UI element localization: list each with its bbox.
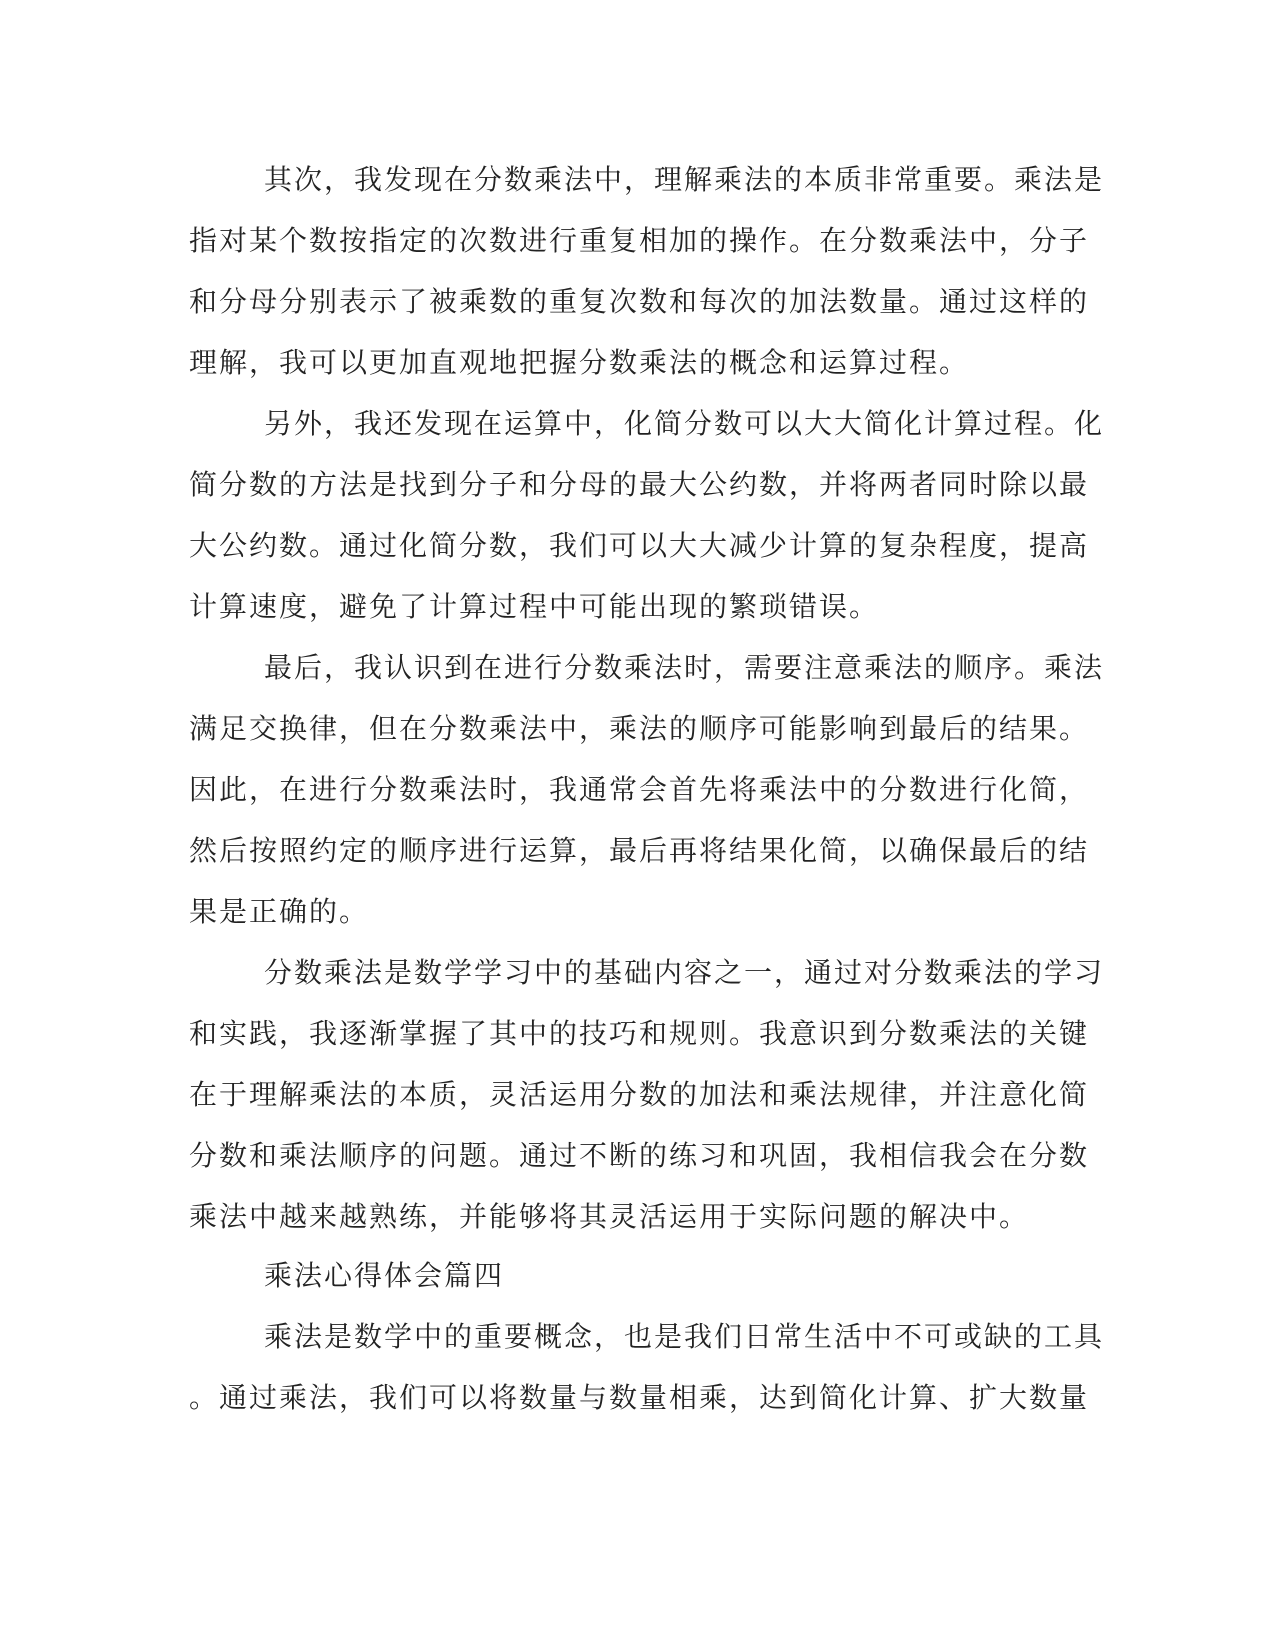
paragraph-line: 乘法是数学中的重要概念，也是我们日常生活中不可或缺的工具	[264, 1320, 1105, 1353]
paragraph-line: 然后按照约定的顺序进行运算，最后再将结果化简，以确保最后的结	[189, 834, 1090, 867]
paragraph-line: 简分数的方法是找到分子和分母的最大公约数，并将两者同时除以最	[189, 468, 1090, 501]
section-heading: 乘法心得体会篇四	[264, 1259, 505, 1292]
paragraph-line: 果是正确的。	[189, 895, 370, 928]
paragraph-line: 最后，我认识到在进行分数乘法时，需要注意乘法的顺序。乘法	[264, 651, 1105, 684]
paragraph-line: 乘法中越来越熟练，并能够将其灵活运用于实际问题的解决中。	[189, 1200, 1030, 1233]
paragraph-line: 大公约数。通过化简分数，我们可以大大减少计算的复杂程度，提高	[189, 529, 1090, 562]
paragraph-line: 满足交换律，但在分数乘法中，乘法的顺序可能影响到最后的结果。	[189, 712, 1090, 745]
paragraph-line: 其次，我发现在分数乘法中，理解乘法的本质非常重要。乘法是	[264, 163, 1105, 196]
paragraph-line: 。通过乘法，我们可以将数量与数量相乘，达到简化计算、扩大数量	[189, 1381, 1090, 1414]
paragraph-line: 计算速度，避免了计算过程中可能出现的繁琐错误。	[189, 590, 880, 623]
paragraph-line: 和分母分别表示了被乘数的重复次数和每次的加法数量。通过这样的	[189, 285, 1090, 318]
paragraph-line: 另外，我还发现在运算中，化简分数可以大大简化计算过程。化	[264, 407, 1105, 440]
paragraph-line: 分数乘法是数学学习中的基础内容之一，通过对分数乘法的学习	[264, 956, 1105, 989]
paragraph-line: 因此，在进行分数乘法时，我通常会首先将乘法中的分数进行化简，	[189, 773, 1090, 806]
paragraph-line: 理解，我可以更加直观地把握分数乘法的概念和运算过程。	[189, 346, 970, 379]
paragraph-line: 分数和乘法顺序的问题。通过不断的练习和巩固，我相信我会在分数	[189, 1139, 1090, 1172]
paragraph-line: 和实践，我逐渐掌握了其中的技巧和规则。我意识到分数乘法的关键	[189, 1017, 1090, 1050]
paragraph-line: 指对某个数按指定的次数进行重复相加的操作。在分数乘法中，分子	[189, 224, 1090, 257]
paragraph-line: 在于理解乘法的本质，灵活运用分数的加法和乘法规律，并注意化简	[189, 1078, 1090, 1111]
